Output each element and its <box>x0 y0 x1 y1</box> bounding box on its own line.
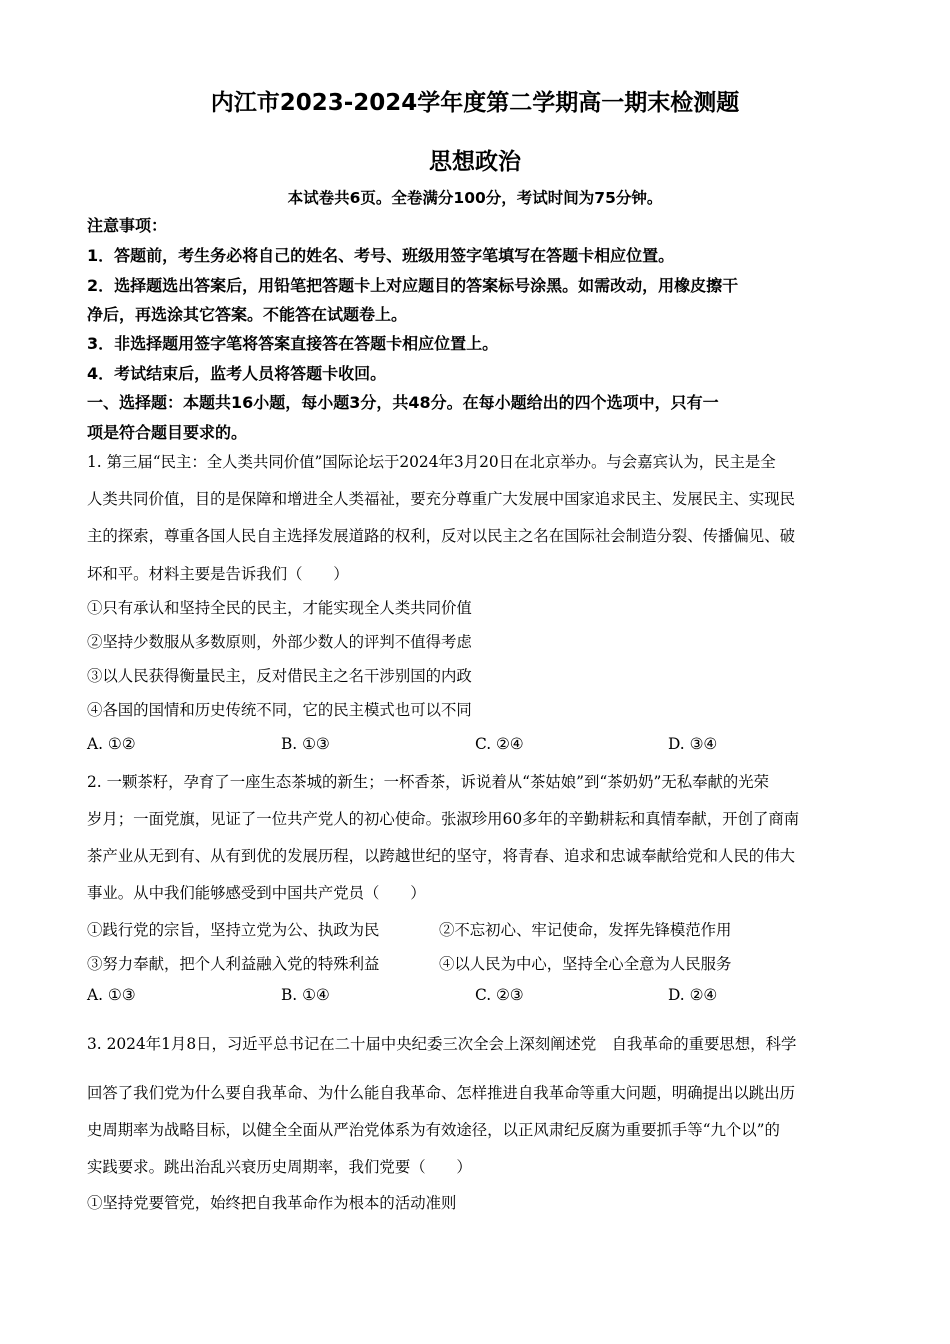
note-line: 1．答题前，考生务必将自己的姓名、考号、班级用签字笔填写在答题卡相应位置。 <box>87 246 675 265</box>
option-c[interactable]: C. ②④ <box>475 735 524 753</box>
answer-options <box>87 986 867 1008</box>
note-line: 3．非选择题用签字笔将答案直接答在答题卡相应位置上。 <box>87 334 499 353</box>
statement-item: ①坚持党要管党，始终把自我革命作为根本的活动准则 <box>87 1194 457 1212</box>
note-line: 净后，再选涂其它答案。不能答在试题卷上。 <box>87 305 408 324</box>
section-line: 项是符合题目要求的。 <box>87 423 248 442</box>
statement-pair <box>87 918 731 940</box>
statement-item: ①只有承认和坚持全民的民主，才能实现全人类共同价值 <box>87 599 472 617</box>
option-d[interactable]: D. ③④ <box>668 735 718 753</box>
notes-heading: 注意事项： <box>87 216 168 235</box>
note-line: 4．考试结束后，监考人员将答题卡收回。 <box>87 364 387 383</box>
note-line: 2．选择题选出答案后，用铅笔把答题卡上对应题目的答案标号涂黑。如需改动，用橡皮擦干 <box>87 276 739 295</box>
question-stem-line: 史周期率为战略目标，以健全全面从严治党体系为有效途径，以正风肃纪反腐为重要抓手等“九个以”的 <box>87 1121 780 1139</box>
statement-item: ③以人民获得衡量民主，反对借民主之名干涉别国的内政 <box>87 667 472 685</box>
question-stem-line: 3. 2024年1月8日，习近平总书记在二十届中央纪委三次全会上深刻阐述党 自我革命的重要思想，科学 <box>87 1035 797 1053</box>
statement-item: ②不忘初心、牢记使命，发挥先锋模范作用 <box>439 921 732 939</box>
option-b[interactable]: B. ①③ <box>281 735 330 753</box>
exam-subject: 思想政治 <box>429 149 521 175</box>
answer-options <box>87 735 867 757</box>
statement-pair <box>87 952 731 974</box>
question-stem-line: 实践要求。跳出治乱兴衰历史周期率，我们党要（ ） <box>87 1158 472 1176</box>
question-stem-line: 回答了我们党为什么要自我革命、为什么能自我革命、怎样推进自我革命等重大问题，明确提出以跳出历 <box>87 1084 795 1102</box>
question-stem-line: 坏和平。材料主要是告诉我们（ ） <box>87 565 349 583</box>
option-a[interactable]: A. ①③ <box>87 986 136 1004</box>
statement-item: ③努力奉献，把个人利益融入党的特殊利益 <box>87 955 380 973</box>
statement-item: ④各国的国情和历史传统不同，它的民主模式也可以不同 <box>87 701 472 719</box>
option-c[interactable]: C. ②③ <box>475 986 524 1004</box>
question-stem-line: 岁月；一面党旗，见证了一位共产党人的初心使命。张淑珍用60多年的辛勤耕耘和真情奉献，开创了商南 <box>87 810 800 828</box>
statement-item: ④以人民为中心，坚持全心全意为人民服务 <box>439 955 732 973</box>
exam-info: 本试卷共6页。全卷满分100分，考试时间为75分钟。 <box>287 189 663 207</box>
option-a[interactable]: A. ①② <box>87 735 136 753</box>
question-stem-line: 1. 第三届“民主：全人类共同价值”国际论坛于2024年3月20日在北京举办。与会嘉宾认为，民主是全 <box>87 453 776 471</box>
exam-title: 内江市2023-2024学年度第二学期高一期末检测题 <box>210 90 740 116</box>
statement-item: ①践行党的宗旨，坚持立党为公、执政为民 <box>87 921 380 939</box>
question-stem-line: 2. 一颗茶籽，孕育了一座生态茶城的新生；一杯香茶，诉说着从“茶姑娘”到“茶奶奶”无私奉献的光荣 <box>87 773 770 791</box>
statement-item: ②坚持少数服从多数原则，外部少数人的评判不值得考虑 <box>87 633 472 651</box>
section-line: 一、选择题：本题共16小题，每小题3分，共48分。在每小题给出的四个选项中，只有一 <box>87 393 719 412</box>
question-stem-line: 事业。从中我们能够感受到中国共产党员（ ） <box>87 884 426 902</box>
question-stem-line: 主的探索，尊重各国人民自主选择发展道路的权利，反对以民主之名在国际社会制造分裂、传播偏见、破 <box>87 527 795 545</box>
question-stem-line: 茶产业从无到有、从有到优的发展历程，以跨越世纪的坚守，将青春、追求和忠诚奉献给党和人民的伟大 <box>87 847 795 865</box>
option-b[interactable]: B. ①④ <box>281 986 330 1004</box>
question-stem-line: 人类共同价值，目的是保障和增进全人类福祉，要充分尊重广大发展中国家追求民主、发展民主、实现民 <box>87 490 795 508</box>
option-d[interactable]: D. ②④ <box>668 986 718 1004</box>
